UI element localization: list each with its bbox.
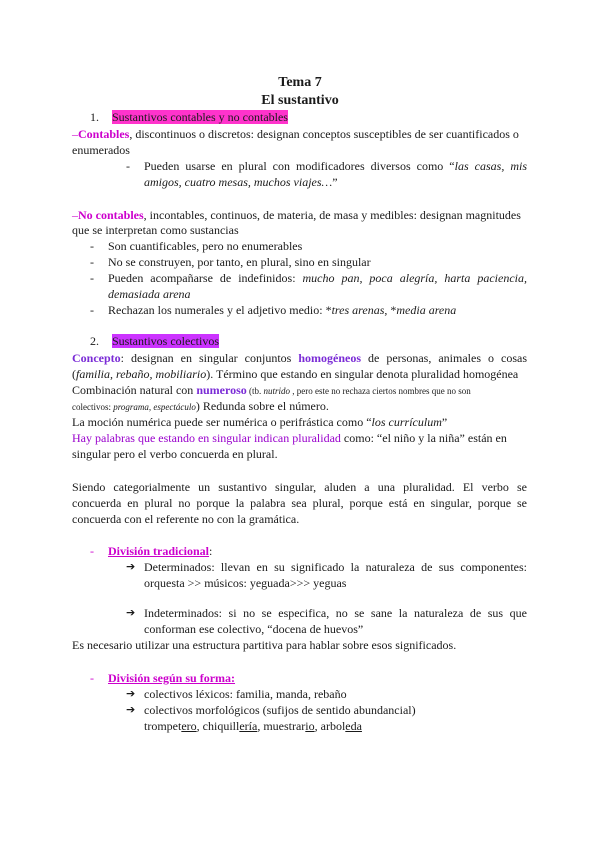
paragraph-line-2: concuerda en plural no porque la palabra sea plural, porque está en singular, porque se	[72, 496, 527, 510]
concepto-line-2: (familia, rebaño, mobiliario). Término que estando en singular denota pluralidad homogénea	[72, 367, 519, 381]
pluralidad-line: Hay palabras que estando en singular indican pluralidad como: “el niño y la niña” están en	[72, 431, 507, 445]
section-2-number: 2.	[90, 334, 99, 348]
paragraph-line-1: Siendo categorialmente un sustantivo singular, aluden a una pluralidad. El verbo se	[72, 480, 527, 494]
document-subtitle: El sustantivo	[261, 93, 339, 108]
mocion-line: La moción numérica puede ser numérica o perifrástica como “los currículum”	[72, 415, 448, 429]
contables-line-2: enumerados	[72, 143, 130, 157]
nocontables-bullet-4: Rechazan los numerales y el adjetivo medio: *tres arenas, *media arena	[108, 303, 457, 317]
contables-term: Contables	[78, 127, 130, 141]
examples-line: trompetero, chiquillería, muestrario, arboleda	[144, 719, 362, 733]
determinados-line-2: orquesta >> músicos: yeguada>>> yeguas	[144, 576, 347, 590]
section-1-number: 1.	[90, 110, 99, 124]
document-title: Tema 7	[278, 75, 322, 90]
numeroso-term: numeroso	[196, 383, 247, 397]
arrow-icon: ➔	[126, 606, 136, 619]
division-tradicional-heading: División tradicional:	[108, 544, 213, 558]
arrow-icon: ➔	[126, 560, 136, 573]
partitiva-line: Es necesario utilizar una estructura partitiva para hablar sobre esos significados.	[72, 638, 457, 652]
document-page: Tema 7 El sustantivo 1. Sustantivos contables y no contables –Contables, discontinuos o discretos: designan conceptos susceptibles de ser cuantificados o enumerados - Pueden usarse en plural con modificadores diversos como “las casas, mis amigos, cuatro mesas, muchos viajes…” –No contables, incontables, continuos, de materia, de masa y medibles: designan magnitudes que se interpretan como sustancias - Son cuantificables, pero no enumerables - No se construyen, por tanto, en plural, sino en singular - Pueden acompañarse de indefinidos: mucho pan, poca alegría, harta paciencia, demasiada arena - Rechazan los numerales y el adjetivo medio: *tres arenas, *media arena 2. Sustantivos colectivos Concepto: designan en singular conjuntos homogéneos de personas, animales o cosas (familia, rebaño, mobiliario). Término que estando en singular denota pluralidad homogénea Combinación natural con numeroso (tb. nutrido , pero este no rechaza ciertos nombres que no son colectivos: programa, espectáculo) Redunda sobre el número. La moción numérica puede ser numérica o perifrástica como “los currículum” Hay palabras que estando en singular indican pluralidad como: “el niño y la niña” están en singular pero el verbo concuerda en plural. Siendo categorialmente un sustantivo singular, aluden a una pluralidad. El verbo se concuerda en plural no porque la palabra sea plural, porque está en singular, porque se concuerda con el referente no con la gramática. - División tradicional: ➔ Determinados: llevan en su significado la naturaleza de sus componentes: orquesta >> músicos: yeguada>>> yeguas ➔ Indeterminados: si no se especifica, no se sane la naturaleza de sus que conforman ese colectivo, “docena de huevos” Es necesario utilizar una estructura partitiva para hablar sobre esos significados. - División según su forma: ➔ colectivos léxicos: familia, manda, rebaño ➔ colectivos morfológicos (sufijos de sentido abundancial) trompetero, chiquillería, muestrario, arboleda	[0, 0, 600, 848]
concepto-line: Concepto: designan en singular conjuntos homogéneos de personas, animales o cosas	[72, 351, 527, 365]
contables-line: –Contables, discontinuos o discretos: designan conceptos susceptibles de ser cuantificados o	[72, 127, 519, 141]
nocontables-line: –No contables, incontables, continuos, de materia, de masa y medibles: designan magnitudes	[72, 208, 521, 222]
pluralidad-line-2: singular pero el verbo concuerda en plural.	[72, 447, 278, 461]
morfologicos-line: colectivos morfológicos (sufijos de sentido abundancial)	[144, 703, 416, 717]
section-1-heading	[90, 109, 288, 125]
numeroso-line: Combinación natural con numeroso (tb. nutrido , pero este no rechaza ciertos nombres que no son	[72, 383, 471, 397]
arrow-icon: ➔	[126, 703, 136, 716]
concepto-term: Concepto	[72, 351, 121, 365]
section-2-title: Sustantivos colectivos	[112, 334, 219, 348]
section-2-heading	[90, 333, 219, 349]
contables-bullet-1: Pueden usarse en plural con modificadores diversos como “las casas, mis	[144, 159, 527, 173]
nocontables-bullet-2: No se construyen, por tanto, en plural, sino en singular	[108, 255, 371, 269]
arrow-icon: ➔	[126, 687, 136, 700]
lexicos-line: colectivos léxicos: familia, manda, rebaño	[144, 687, 347, 701]
numeroso-line-2: colectivos: programa, espectáculo) Redunda sobre el número.	[72, 399, 329, 413]
indeterminados-line: Indeterminados: si no se especifica, no se sane la naturaleza de sus que	[144, 606, 527, 620]
contables-bullet-1-cont: amigos, cuatro mesas, muchos viajes…”	[144, 175, 338, 189]
nocontables-line-2: que se interpretan como sustancias	[72, 223, 239, 237]
contables-bullet-dash: -	[126, 159, 130, 173]
division-forma-heading: División según su forma:	[108, 671, 236, 685]
determinados-line: Determinados: llevan en su significado la naturaleza de sus componentes:	[144, 560, 527, 574]
paragraph-line-3: concuerda con el referente no con la gramática.	[72, 512, 300, 526]
indeterminados-line-2: conforman ese colectivo, “docena de huevos”	[144, 622, 364, 636]
nocontables-bullet-1: Son cuantificables, pero no enumerables	[108, 239, 303, 253]
homogeneos-term: homogéneos	[298, 351, 362, 365]
nocontables-bullet-3-cont: demasiada arena	[108, 287, 191, 301]
section-1-title: Sustantivos contables y no contables	[112, 110, 288, 124]
nocontables-bullet-3: Pueden acompañarse de indefinidos: mucho pan, poca alegría, harta paciencia,	[108, 271, 527, 285]
nocontables-term: No contables	[78, 208, 144, 222]
